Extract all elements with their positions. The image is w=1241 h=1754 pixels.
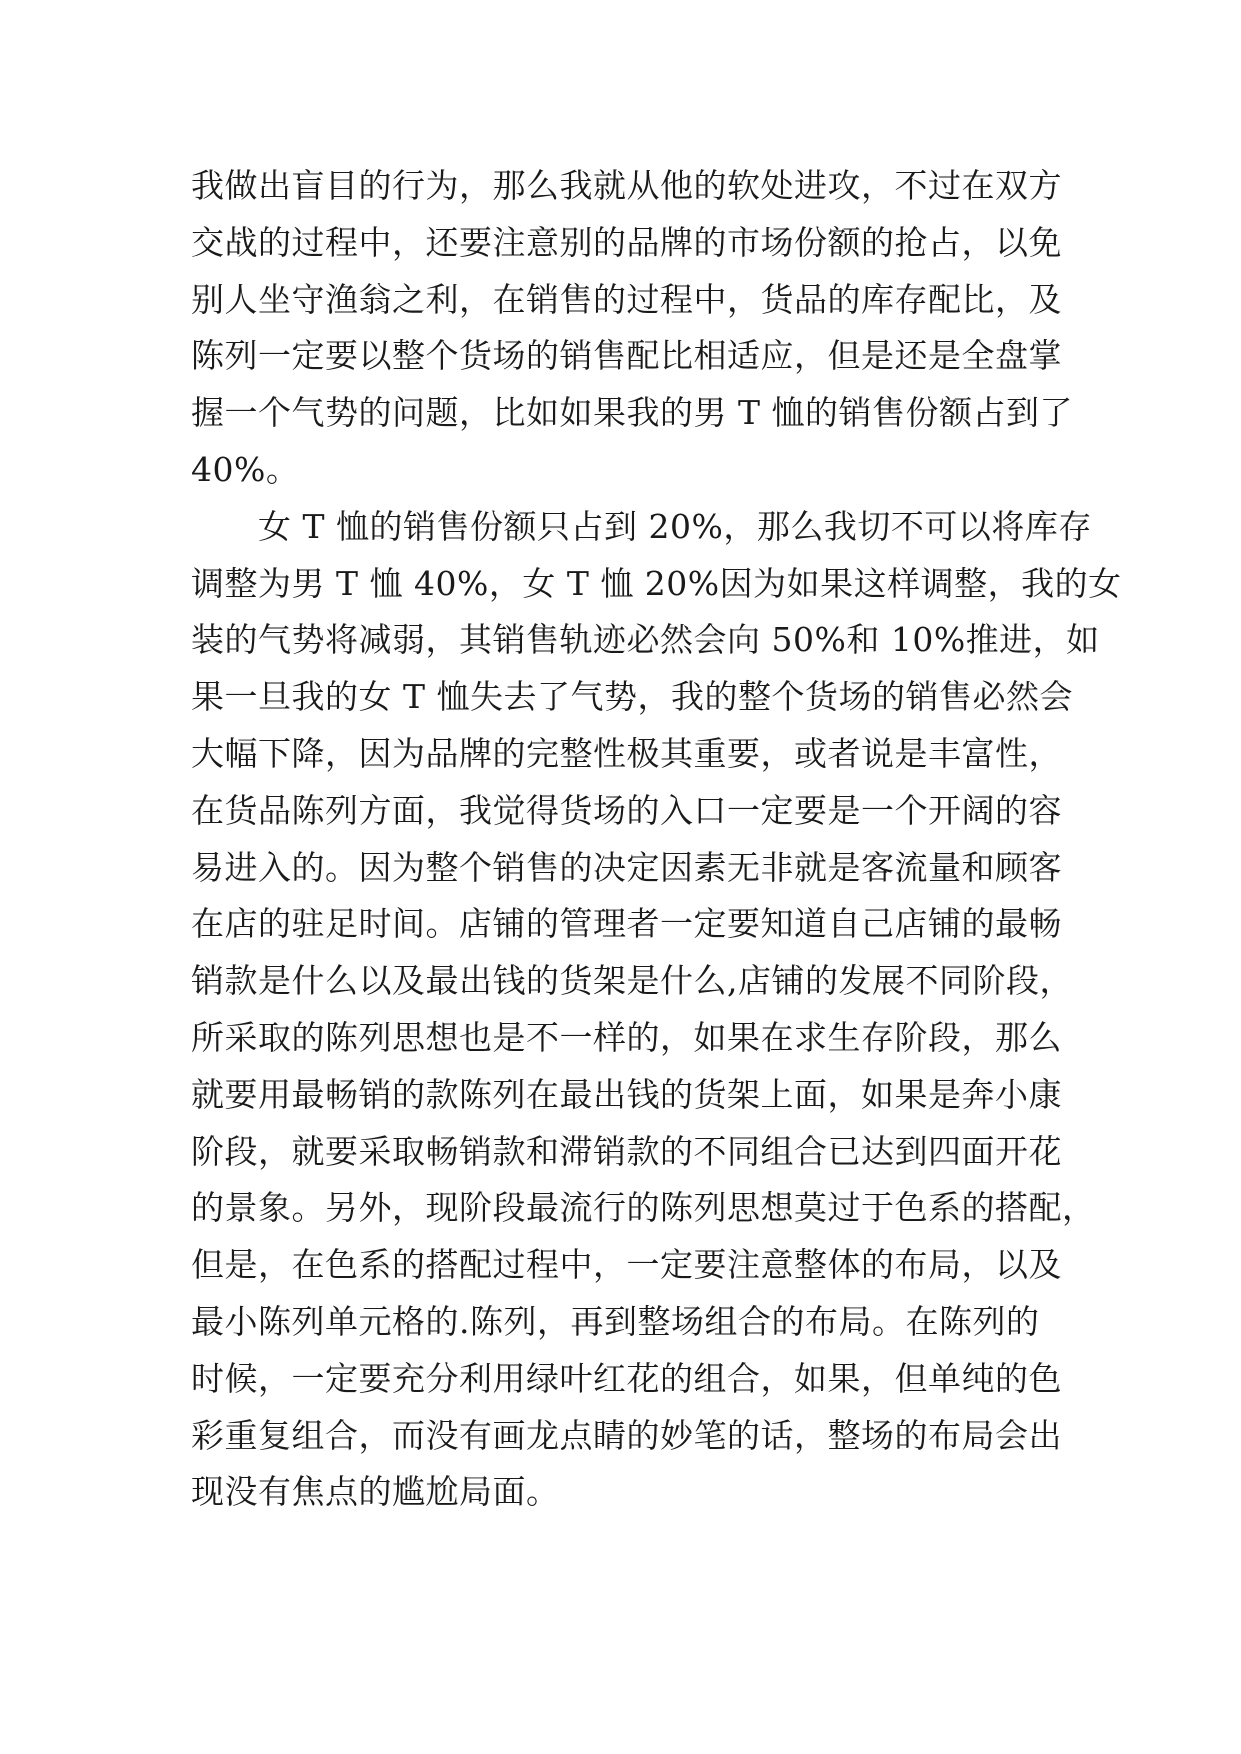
text-line: 交战的过程中，还要注意别的品牌的市场份额的抢占，以免 [191, 222, 1062, 262]
text-line: 女 T 恤的销售份额只占到 20%，那么我切不可以将库存 [191, 506, 1092, 546]
text-line: 销款是什么以及最出钱的货架是什么,店铺的发展不同阶段， [191, 961, 1073, 1001]
text-line: 时候，一定要充分利用绿叶红花的组合，如果，但单纯的色 [191, 1358, 1062, 1398]
text-line: 果一旦我的女 T 恤失去了气势，我的整个货场的销售必然会 [191, 677, 1073, 717]
text-line: 在店的驻足时间。店铺的管理者一定要知道自己店铺的最畅 [191, 904, 1062, 944]
text-line: 最小陈列单元格的.陈列，再到整场组合的布局。在陈列的 [191, 1301, 1040, 1341]
text-line: 的景象。另外，现阶段最流行的陈列思想莫过于色系的搭配， [191, 1188, 1096, 1228]
text-line: 装的气势将减弱，其销售轨迹必然会向 50%和 10%推进，如 [191, 620, 1100, 660]
text-line: 在货品陈列方面，我觉得货场的入口一定要是一个开阔的容 [191, 790, 1062, 830]
text-line: 就要用最畅销的款陈列在最出钱的货架上面，如果是奔小康 [191, 1074, 1062, 1114]
text-line: 握一个气势的问题，比如如果我的男 T 恤的销售份额占到了 [191, 393, 1073, 433]
text-line: 大幅下降，因为品牌的完整性极其重要，或者说是丰富性， [191, 733, 1062, 773]
text-line: 调整为男 T 恤 40%，女 T 恤 20%因为如果这样调整，我的女 [191, 563, 1122, 603]
text-line: 易进入的。因为整个销售的决定因素无非就是客流量和顾客 [191, 847, 1062, 887]
text-line: 别人坐守渔翁之利，在销售的过程中，货品的库存配比，及 [191, 279, 1062, 319]
text-line: 彩重复组合，而没有画龙点睛的妙笔的话，整场的布局会出 [191, 1415, 1062, 1455]
text-line: 陈列一定要以整个货场的销售配比相适应，但是还是全盘掌 [191, 336, 1062, 376]
text-line: 阶段，就要采取畅销款和滞销款的不同组合已达到四面开花 [191, 1131, 1062, 1171]
body-text [191, 158, 1122, 1521]
text-line: 所采取的陈列思想也是不一样的，如果在求生存阶段，那么 [191, 1017, 1062, 1057]
text-line: 40%。 [191, 449, 300, 489]
text-line: 但是，在色系的搭配过程中，一定要注意整体的布局，以及 [191, 1245, 1062, 1285]
text-line: 现没有焦点的尴尬局面。 [191, 1472, 560, 1512]
text-line: 我做出盲目的行为，那么我就从他的软处进攻，不过在双方 [191, 166, 1062, 205]
